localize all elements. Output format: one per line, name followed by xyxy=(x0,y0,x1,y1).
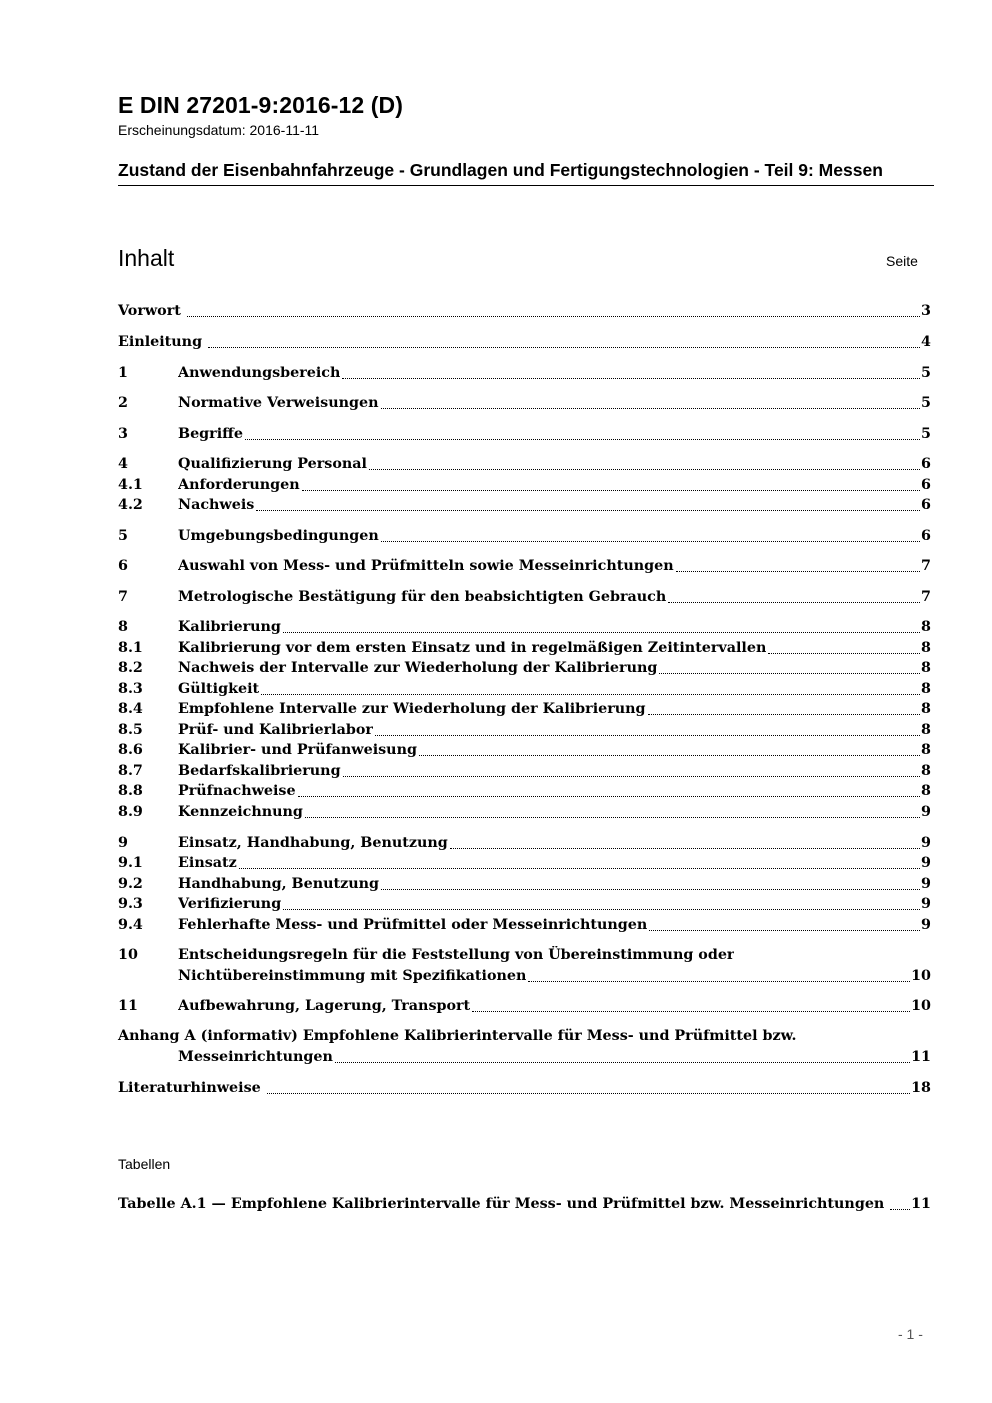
toc-entry-number: 8.2 xyxy=(118,660,143,676)
toc-entry-number: 9.2 xyxy=(118,876,143,892)
dot-leader xyxy=(472,1010,910,1012)
dot-leader xyxy=(342,377,920,379)
toc-entry[interactable] xyxy=(118,618,931,637)
dot-leader xyxy=(343,775,920,777)
toc-entry-title: Fehlerhafte Mess- und Prüfmittel oder Messeinrichtungen xyxy=(178,917,648,933)
dot-leader xyxy=(283,908,920,910)
toc-entry-number: 9.4 xyxy=(118,917,143,933)
dot-leader xyxy=(208,346,920,348)
toc-entry[interactable] xyxy=(118,741,931,760)
dot-leader xyxy=(450,847,920,849)
toc-entry-number: 9.3 xyxy=(118,896,143,912)
toc-entry-title: Nachweis xyxy=(178,497,255,513)
toc-entry-page: 7 xyxy=(921,558,931,574)
dot-leader xyxy=(302,489,920,491)
toc-entry-title: Bedarfskalibrierung xyxy=(178,763,341,779)
dot-leader xyxy=(381,888,920,890)
toc-entry[interactable] xyxy=(118,639,931,658)
toc-entry-page: 6 xyxy=(921,456,931,472)
table-entry-page: 11 xyxy=(911,1196,931,1212)
toc-entry-number: 9 xyxy=(118,835,128,851)
toc-entry[interactable] xyxy=(118,834,931,853)
toc-entry-page: 8 xyxy=(921,681,931,697)
toc-entry[interactable] xyxy=(118,476,931,495)
toc-entry[interactable] xyxy=(118,854,931,873)
toc-entry[interactable] xyxy=(118,496,931,515)
toc-entry[interactable] xyxy=(118,916,931,935)
toc-entry-page: 10 xyxy=(911,968,931,984)
toc-entry-number: 8.4 xyxy=(118,701,143,717)
toc-entry-title: Kalibrierung vor dem ersten Einsatz und in regelmäßigen Zeitintervallen xyxy=(178,640,767,656)
dot-leader xyxy=(256,509,920,511)
toc-entry-number: 8.1 xyxy=(118,640,143,656)
toc-entry-title-continued: Messeinrichtungen xyxy=(178,1049,333,1065)
toc-heading: Inhalt xyxy=(118,245,175,271)
toc-entry-title: Handhabung, Benutzung xyxy=(178,876,380,892)
dot-leader xyxy=(659,672,920,674)
document-title: Zustand der Eisenbahnfahrzeuge - Grundlagen und Fertigungstechnologien - Teil 9: Messen xyxy=(118,159,934,186)
toc-entry[interactable] xyxy=(118,803,931,822)
toc-entry-page: 18 xyxy=(911,1080,931,1096)
toc-entry-page: 9 xyxy=(921,896,931,912)
toc-entry-number: 8.6 xyxy=(118,742,143,758)
toc-entry-number: 8 xyxy=(118,619,128,635)
toc-entry[interactable] xyxy=(118,1027,931,1046)
dot-leader xyxy=(283,631,920,633)
dot-leader xyxy=(305,816,920,818)
toc-entry-title: Anwendungsbereich xyxy=(178,365,341,381)
publication-date: Erscheinungsdatum: 2016-11-11 xyxy=(118,122,320,138)
dot-leader xyxy=(369,468,920,470)
toc-entry-number: 3 xyxy=(118,426,128,442)
dot-leader xyxy=(187,315,920,317)
toc-entry[interactable] xyxy=(118,333,931,352)
toc-entry-title: Kalibrierung xyxy=(178,619,281,635)
toc-entry-number: 4.1 xyxy=(118,477,143,493)
toc-entry-title: Kalibrier- und Prüfanweisung xyxy=(178,742,417,758)
toc-entry-number: Literaturhinweise xyxy=(118,1080,261,1096)
toc-entry-number: 2 xyxy=(118,395,128,411)
toc-entry-title: Einsatz, Handhabung, Benutzung xyxy=(178,835,448,851)
toc-entry-title: Gültigkeit xyxy=(178,681,260,697)
toc-entry-title: Prüfnachweise xyxy=(178,783,296,799)
toc-entry-page: 6 xyxy=(921,528,931,544)
toc-entry-page: 8 xyxy=(921,640,931,656)
toc-entry-page: 5 xyxy=(921,365,931,381)
toc-entry[interactable] xyxy=(118,659,931,678)
toc-entry-title: Nachweis der Intervalle zur Wiederholung der Kalibrierung xyxy=(178,660,658,676)
table-entry[interactable] xyxy=(118,1195,931,1214)
toc-entry-page: 6 xyxy=(921,477,931,493)
toc-entry-page: 8 xyxy=(921,742,931,758)
toc-entry-number: 11 xyxy=(118,998,138,1014)
toc-entry-page: 4 xyxy=(921,334,931,350)
toc-entry[interactable] xyxy=(118,302,931,321)
toc-entry-number: 4 xyxy=(118,456,128,472)
toc-entry-continuation[interactable] xyxy=(178,1048,931,1067)
toc-entry-title: Kennzeichnung xyxy=(178,804,303,820)
toc-entry-title: Normative Verweisungen xyxy=(178,395,379,411)
toc-entry-title: Qualifizierung Personal xyxy=(178,456,367,472)
dot-leader xyxy=(419,754,920,756)
dot-leader xyxy=(335,1061,910,1063)
toc-entry-number: Einleitung xyxy=(118,334,203,350)
toc-entry[interactable] xyxy=(118,364,931,383)
toc-entry[interactable] xyxy=(118,782,931,801)
toc-entry[interactable] xyxy=(118,425,931,444)
dot-leader xyxy=(768,652,920,654)
toc-entry-title: Umgebungsbedingungen xyxy=(178,528,379,544)
toc-entry-page: 8 xyxy=(921,763,931,779)
dot-leader xyxy=(245,438,920,440)
dot-leader xyxy=(668,601,920,603)
toc-entry-page: 8 xyxy=(921,701,931,717)
toc-entry-page: 9 xyxy=(921,835,931,851)
dot-leader xyxy=(375,734,920,736)
toc-entry[interactable] xyxy=(118,721,931,740)
toc-entry-page: 9 xyxy=(921,917,931,933)
toc-entry-number: 5 xyxy=(118,528,128,544)
toc-entry-title: Entscheidungsregeln für die Feststellung von Übereinstimmung oder xyxy=(178,947,735,963)
page-column-label: Seite xyxy=(886,253,918,269)
toc-entry-page: 9 xyxy=(921,876,931,892)
toc-entry-page: 5 xyxy=(921,426,931,442)
toc-entry-page: 8 xyxy=(921,660,931,676)
tables-heading: Tabellen xyxy=(118,1156,171,1172)
toc-entry[interactable] xyxy=(118,946,931,965)
toc-entry-page: 9 xyxy=(921,804,931,820)
toc-entry-page: 8 xyxy=(921,722,931,738)
dot-leader xyxy=(267,1092,910,1094)
table-entry-number: Tabelle A.1 — Empfohlene Kalibrierintervalle für Mess- und Prüfmittel bzw. Messeinrichtungen xyxy=(118,1196,885,1212)
toc-entry[interactable] xyxy=(118,875,931,894)
toc-entry-title: Auswahl von Mess- und Prüfmitteln sowie Messeinrichtungen xyxy=(178,558,674,574)
toc-entry-number: 10 xyxy=(118,947,138,963)
toc-entry[interactable] xyxy=(118,895,931,914)
toc-entry-page: 8 xyxy=(921,619,931,635)
page-number: - 1 - xyxy=(898,1326,923,1342)
toc-entry-number: 7 xyxy=(118,589,128,605)
toc-entry[interactable] xyxy=(118,557,931,576)
toc-entry-page: 8 xyxy=(921,783,931,799)
toc-entry-title: Prüf- und Kalibrierlabor xyxy=(178,722,373,738)
toc-entry[interactable] xyxy=(118,1079,931,1098)
toc-entry-title: Anforderungen xyxy=(178,477,300,493)
dot-leader xyxy=(649,929,920,931)
toc-entry[interactable] xyxy=(118,762,931,781)
toc-entry-page: 6 xyxy=(921,497,931,513)
toc-entry-title: Aufbewahrung, Lagerung, Transport xyxy=(178,998,471,1014)
toc-entry-title: Einsatz xyxy=(178,855,237,871)
toc-entry-page: 7 xyxy=(921,589,931,605)
toc-entry-number: Vorwort xyxy=(118,303,181,319)
toc-entry-number: 8.9 xyxy=(118,804,143,820)
toc-entry-number: 8.7 xyxy=(118,763,143,779)
toc-entry[interactable] xyxy=(118,455,931,474)
dot-leader xyxy=(239,867,920,869)
dot-leader xyxy=(890,1208,910,1210)
toc-entry-title-continued: Nichtübereinstimmung mit Spezifikationen xyxy=(178,968,527,984)
dot-leader xyxy=(676,570,920,572)
toc-entry-number: 6 xyxy=(118,558,128,574)
toc-entry-page: 9 xyxy=(921,855,931,871)
toc-entry-number: 8.8 xyxy=(118,783,143,799)
dot-leader xyxy=(381,407,921,409)
dot-leader xyxy=(261,693,920,695)
toc-entry-page: 3 xyxy=(921,303,931,319)
dot-leader xyxy=(648,713,920,715)
document-code: E DIN 27201-9:2016-12 (D) xyxy=(118,92,404,118)
toc-entry-title: Verifizierung xyxy=(178,896,282,912)
dot-leader xyxy=(298,795,920,797)
toc-entry[interactable] xyxy=(118,997,931,1016)
toc-entry-page: 10 xyxy=(911,998,931,1014)
toc-entry[interactable] xyxy=(118,588,931,607)
toc-entry[interactable] xyxy=(118,394,931,413)
toc-entry[interactable] xyxy=(118,527,931,546)
toc-entry-number: 1 xyxy=(118,365,128,381)
toc-entry-number: Anhang A (informativ) Empfohlene Kalibrierintervalle für Mess- und Prüfmittel bzw. xyxy=(118,1028,797,1044)
toc-entry-page: 11 xyxy=(911,1049,931,1065)
toc-entry[interactable] xyxy=(118,700,931,719)
toc-entry-number: 8.5 xyxy=(118,722,143,738)
dot-leader xyxy=(381,540,920,542)
toc-entry-title: Metrologische Bestätigung für den beabsichtigten Gebrauch xyxy=(178,589,667,605)
toc-entry-number: 9.1 xyxy=(118,855,143,871)
toc-entry[interactable] xyxy=(118,680,931,699)
toc-entry-continuation[interactable] xyxy=(178,967,931,986)
dot-leader xyxy=(528,980,910,982)
toc-entry-title: Empfohlene Intervalle zur Wiederholung der Kalibrierung xyxy=(178,701,646,717)
toc-entry-number: 4.2 xyxy=(118,497,143,513)
toc-entry-page: 5 xyxy=(921,395,931,411)
toc-entry-title: Begriffe xyxy=(178,426,243,442)
toc-entry-number: 8.3 xyxy=(118,681,143,697)
